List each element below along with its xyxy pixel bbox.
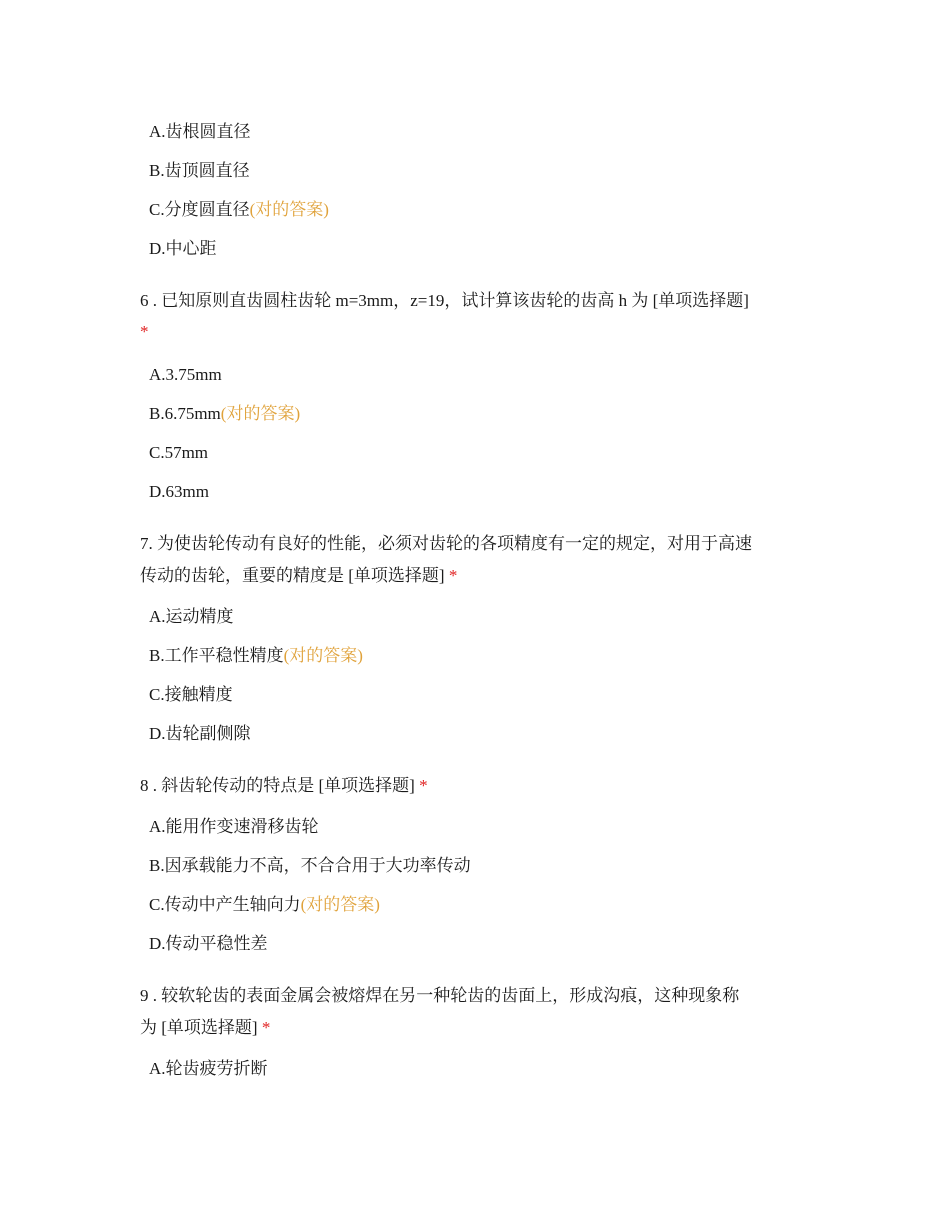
q7-option-d: D.齿轮副侧隙 <box>149 724 251 743</box>
q7-question-text-line2: 传动的齿轮，重要的精度是 [单项选择题] * <box>140 566 458 585</box>
q5-option-d: D.中心距 <box>149 239 217 258</box>
correct-answer-tag: (对的答案) <box>300 895 380 914</box>
q8-option-c: C.传动中产生轴向力(对的答案) <box>149 895 380 914</box>
q6-option-a: A.3.75mm <box>149 365 222 384</box>
q6-required-mark: * <box>140 322 149 341</box>
required-mark: * <box>448 566 458 585</box>
required-mark: * <box>261 1018 271 1037</box>
q8-option-d: D.传动平稳性差 <box>149 934 268 953</box>
q7-question-text-line1: 7. 为使齿轮传动有良好的性能，必须对齿轮的各项精度有一定的规定，对用于高速 <box>140 534 752 553</box>
correct-answer-tag: (对的答案) <box>283 646 363 665</box>
q9-question-text-line2: 为 [单项选择题] * <box>140 1018 271 1037</box>
q6-option-c: C.57mm <box>149 443 209 462</box>
q6-option-d: D.63mm <box>149 482 209 501</box>
q8-option-a: A.能用作变速滑移齿轮 <box>149 817 319 836</box>
q6-question-text: 6 . 已知原则直齿圆柱齿轮 m=3mm，z=19，试计算该齿轮的齿高 h 为 [单项选择题] <box>140 291 749 310</box>
q6-option-b: B.6.75mm(对的答案) <box>149 404 301 423</box>
q8-option-b: B.因承载能力不高，不合合用于大功率传动 <box>149 856 471 875</box>
correct-answer-tag: (对的答案) <box>220 404 301 423</box>
required-mark: * <box>419 776 428 795</box>
q5-option-c: C.分度圆直径(对的答案) <box>149 200 329 219</box>
correct-answer-tag: (对的答案) <box>249 200 329 219</box>
q9-option-a: A.轮齿疲劳折断 <box>149 1059 268 1078</box>
q5-option-a: A.齿根圆直径 <box>149 122 251 141</box>
q7-option-a: A.运动精度 <box>149 607 234 626</box>
q5-option-b: B.齿顶圆直径 <box>149 161 250 180</box>
q8-question-text: 8 . 斜齿轮传动的特点是 [单项选择题] * <box>140 776 428 795</box>
q7-option-b: B.工作平稳性精度(对的答案) <box>149 646 363 665</box>
q7-option-c: C.接触精度 <box>149 685 233 704</box>
q9-question-text-line1: 9 . 较软轮齿的表面金属会被熔焊在另一种轮齿的齿面上，形成沟痕，这种现象称 <box>140 986 740 1005</box>
